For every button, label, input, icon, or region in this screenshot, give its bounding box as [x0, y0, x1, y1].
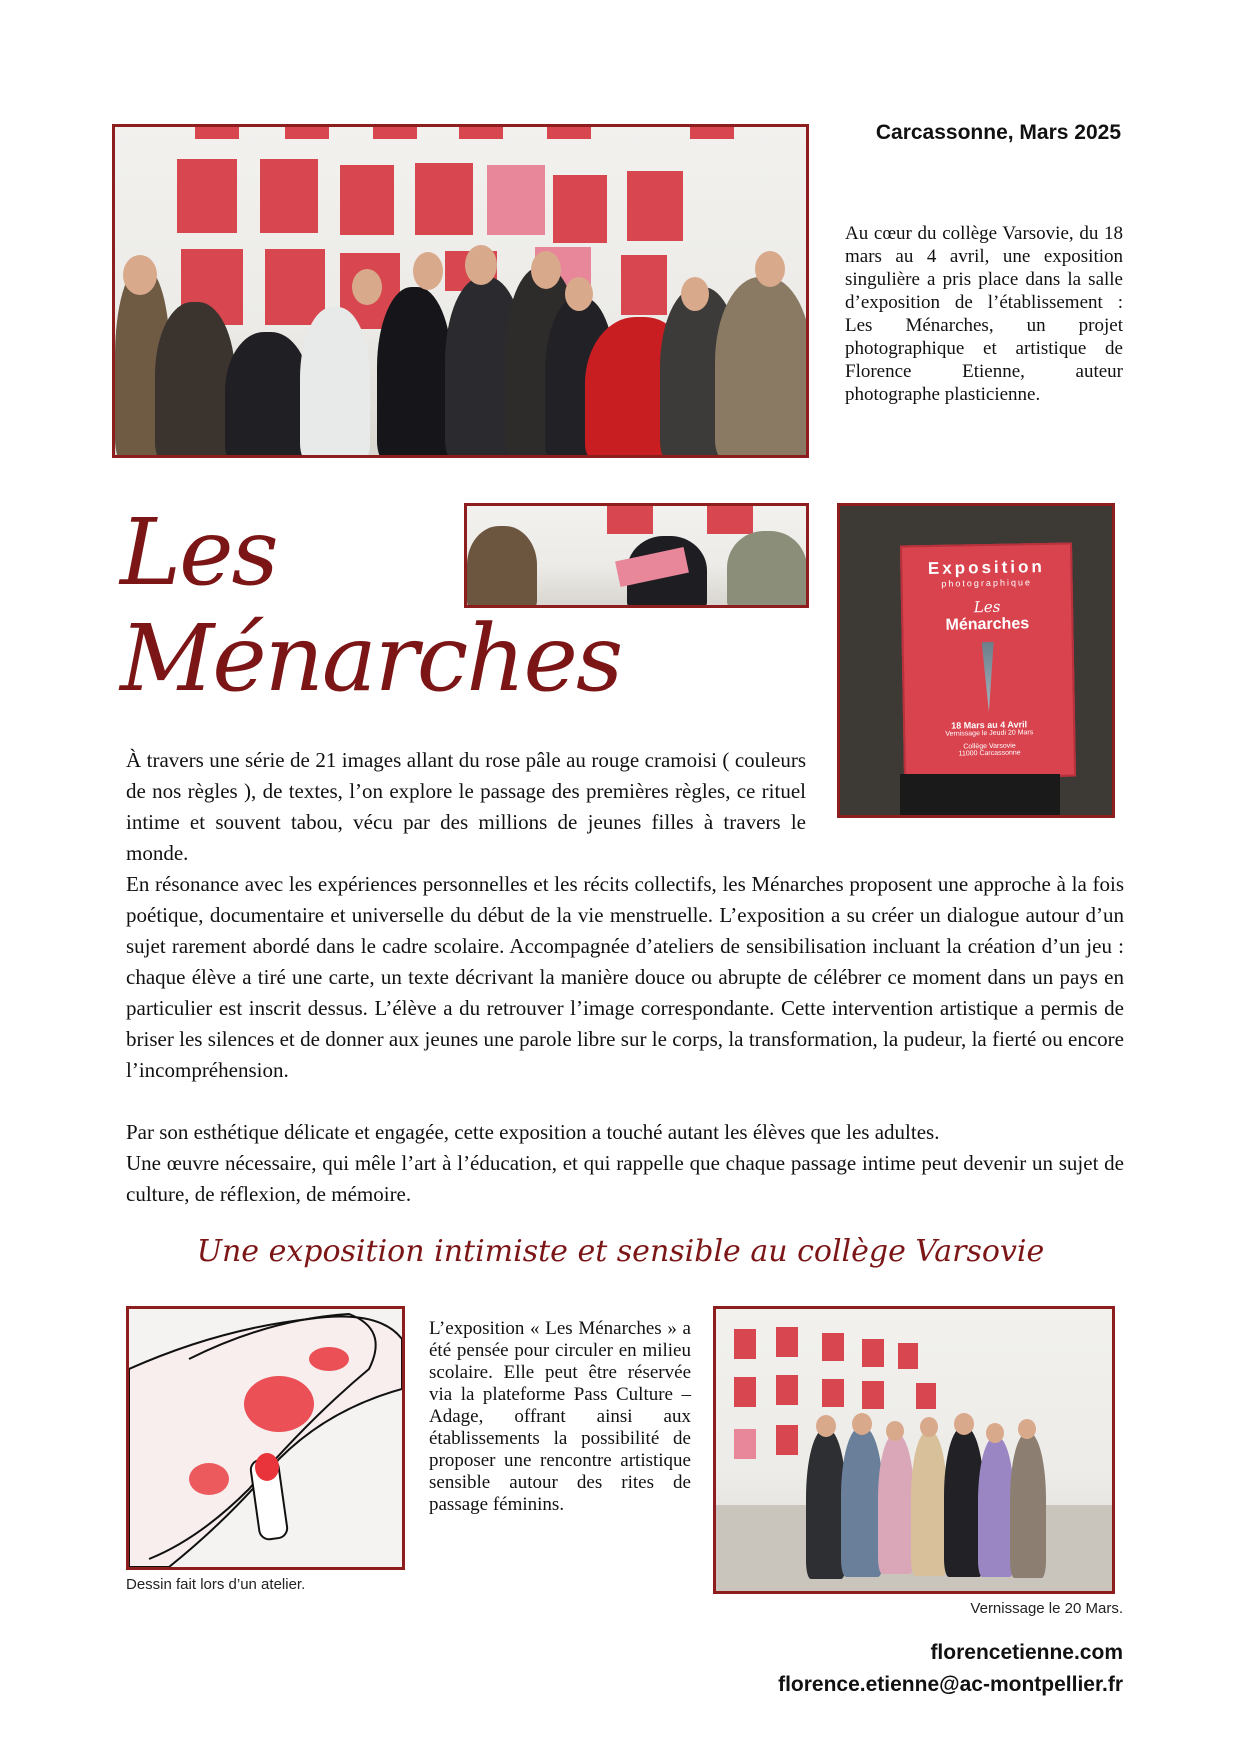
artwork-frame — [707, 506, 753, 534]
pad-drawing — [129, 1309, 402, 1567]
guest-head — [886, 1421, 904, 1441]
title-line-2: Ménarches — [120, 605, 622, 712]
poster-heading: Exposition — [927, 556, 1045, 579]
drawing-photo — [126, 1306, 405, 1570]
vernissage-caption: Vernissage le 20 Mars. — [970, 1600, 1123, 1617]
exhibition-poster — [900, 543, 1076, 780]
poster-italic-name: Les — [973, 597, 1001, 617]
artwork-frame — [265, 249, 325, 325]
title-line-1: Les — [120, 499, 277, 606]
poster-image — [982, 642, 995, 712]
poster-dates: 18 Mars au 4 Avril — [951, 719, 1028, 731]
contact-website[interactable]: florencetienne.com — [930, 1641, 1123, 1664]
artwork-frame — [776, 1375, 798, 1405]
student-figure — [727, 531, 807, 608]
poster-photo — [837, 503, 1115, 818]
date-location: Carcassonne, Mars 2025 — [875, 121, 1121, 144]
artwork-frame — [822, 1379, 844, 1407]
subheading: Une exposition intimiste et sensible au collège Varsovie — [196, 1234, 1045, 1269]
article-paragraph-2: En résonance avec les expériences personnelles et les récits collectifs, les Ménarches proposent une approche à la fois poétique, documentaire et universelle du début de la vie menstruelle. L’exposition a su créer un dialogue autour d’un sujet rarement abordé dans le cadre scolaire. Accompagnée d’ateliers de sensibilisation incluant la création d’un jeu : chaque élève a tiré une carte, un texte décrivant la manière douce ou abrupte de célébrer ce moment dans un pays en particulier est inscrit dessus. L’élève a du retrouver l’image correspondante. Cette intervention artistique a permis de briser les silences et de donner aux jeunes une parole libre sur le corps, la transformation, la pudeur, la fierté ou encore l’incompréhension. — [126, 872, 1124, 1082]
student-figure — [155, 302, 235, 458]
vernissage-group-photo — [713, 1306, 1115, 1594]
artwork-frame — [627, 171, 683, 241]
student-shirt — [900, 774, 1060, 818]
blurred-face — [565, 277, 593, 311]
artwork-frame — [898, 1343, 918, 1369]
blurred-face — [465, 245, 497, 285]
blurred-face — [352, 269, 382, 305]
artwork-frame — [690, 124, 734, 139]
artwork-frame — [553, 175, 607, 243]
main-title — [120, 500, 621, 712]
artwork-frame — [862, 1381, 884, 1409]
artwork-frame — [260, 159, 318, 233]
article-paragraph-4: Une œuvre nécessaire, qui mêle l’art à l’éducation, et qui rappelle que chaque passage intime peut devenir un sujet de culture, de réflexion, de mémoire. — [126, 1151, 1124, 1206]
student-figure — [225, 332, 310, 458]
contact-email[interactable]: florence.etienne@ac-montpellier.fr — [778, 1673, 1123, 1696]
article-paragraph-3: Par son esthétique délicate et engagée, cette exposition a touché autant les élèves que les adultes. — [126, 1120, 940, 1144]
artwork-frame — [177, 159, 237, 233]
blurred-face — [681, 277, 709, 311]
student-figure — [300, 307, 370, 458]
blurred-face — [123, 255, 157, 295]
poster-name: Ménarches — [945, 615, 1030, 634]
artwork-frame — [776, 1327, 798, 1357]
artwork-frame — [285, 124, 329, 139]
artwork-frame — [195, 124, 239, 139]
guest-figure — [1010, 1433, 1046, 1578]
poster-place: Collège Varsovie — [963, 742, 1016, 751]
artwork-frame — [734, 1329, 756, 1359]
guest-head — [852, 1413, 872, 1435]
artwork-frame — [415, 163, 473, 235]
student-figure — [377, 287, 452, 458]
guest-head — [816, 1415, 836, 1437]
guest-head — [1018, 1419, 1036, 1439]
bottom-paragraph: L’exposition « Les Ménarches » a été pensée pour circuler en milieu scolaire. Elle peut être réservée via la plateforme Pass Culture – Adage, offrant ainsi aux établissements la possibilité de proposer une rencontre artistique sensible autour des rites de passage féminins. — [429, 1318, 691, 1515]
guest-figure — [878, 1434, 914, 1574]
guest-figure — [978, 1437, 1014, 1577]
blurred-face — [531, 251, 561, 289]
guest-figure — [806, 1429, 846, 1579]
artwork-frame — [621, 255, 667, 315]
article-paragraph-1: À travers une série de 21 images allant du rose pâle au rouge cramoisi ( couleurs de nos règles ), de textes, l’on explore le passage des premières règles, ce rituel intime et souvent tabou, vécu par des millions de jeunes filles à travers le monde. — [126, 748, 806, 865]
poster-vernissage: Vernissage le Jeudi 20 Mars — [945, 729, 1034, 738]
artwork-frame — [862, 1339, 884, 1367]
artwork-frame — [776, 1425, 798, 1455]
artwork-frame — [547, 124, 591, 139]
exhibition-students-photo — [112, 124, 809, 458]
guest-figure — [841, 1427, 883, 1577]
guest-head — [920, 1417, 938, 1437]
poster-subheading: photographique — [941, 577, 1033, 589]
artwork-frame — [459, 124, 503, 139]
artwork-frame — [916, 1383, 936, 1409]
guest-figure — [911, 1431, 947, 1576]
intro-paragraph: Au cœur du collège Varsovie, du 18 mars au 4 avril, une exposition singulière a pris place dans la salle d’exposition de l’établissement : Les Ménarches, un projet photographique et artistique de Florence Etienne, auteur photographe plasticienne. — [845, 223, 1123, 405]
blurred-face — [755, 251, 785, 287]
guest-head — [986, 1423, 1004, 1443]
artwork-frame — [734, 1377, 756, 1407]
artwork-frame — [373, 124, 417, 139]
poster-city: 11000 Carcassonne — [958, 749, 1021, 758]
blurred-face — [413, 252, 443, 290]
drawing-caption: Dessin fait lors d’un atelier. — [126, 1576, 306, 1593]
artwork-frame — [822, 1333, 844, 1361]
student-figure — [715, 277, 809, 458]
guest-head — [954, 1413, 974, 1435]
artwork-frame — [487, 165, 545, 235]
artwork-frame — [734, 1429, 756, 1459]
artwork-frame — [340, 165, 394, 235]
